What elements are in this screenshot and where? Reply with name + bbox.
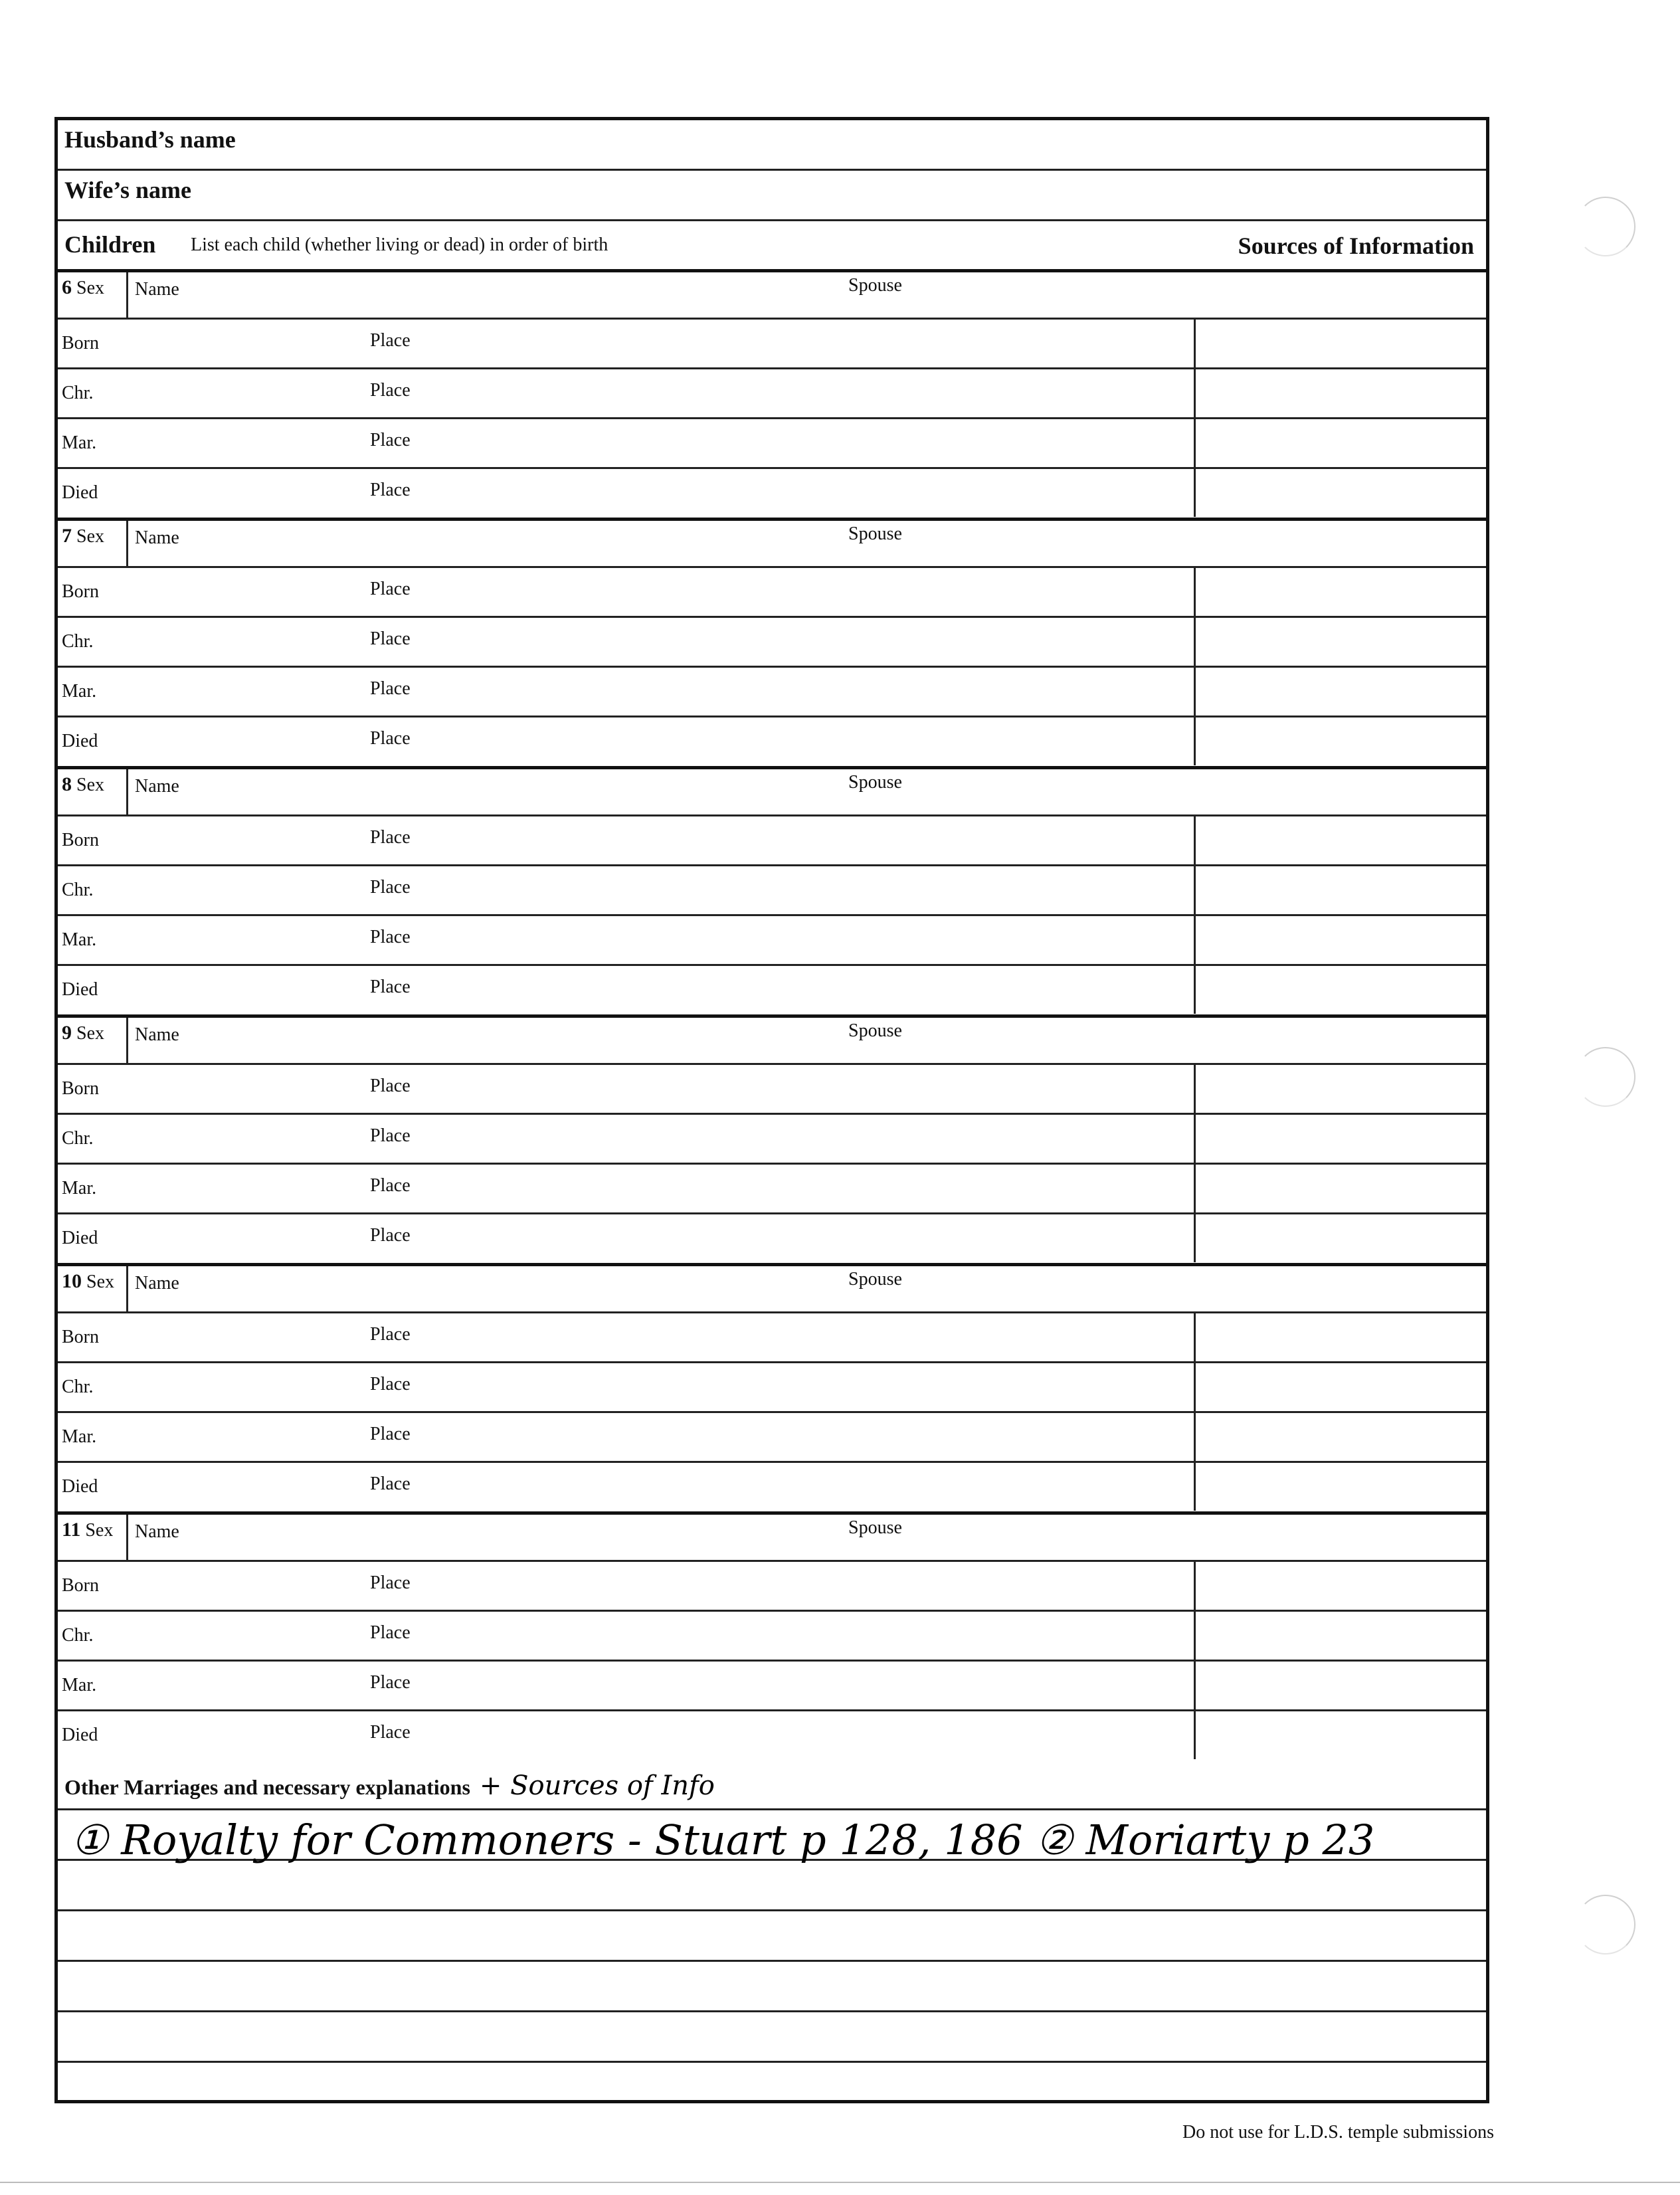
event-label: Mar. [62,1675,97,1695]
child-sex-field[interactable] [58,1266,128,1311]
place-label: Place [370,1672,411,1693]
source-cell[interactable] [1194,1313,1486,1361]
punch-hole-top [1576,197,1635,256]
other-marriages-header-row[interactable] [58,1760,1486,1810]
event-label: Born [62,1327,99,1347]
event-row-died[interactable] [58,1212,1486,1262]
child-spouse-label: Spouse [848,1517,902,1538]
child-block [58,766,1486,1014]
source-cell[interactable] [1194,1413,1486,1461]
event-row-chr[interactable] [58,1610,1486,1660]
source-cell[interactable] [1194,618,1486,666]
family-group-form [54,117,1489,2103]
event-row-died[interactable] [58,467,1486,517]
source-cell[interactable] [1194,816,1486,864]
source-cell[interactable] [1194,916,1486,964]
place-label: Place [370,977,411,997]
child-sex-field[interactable] [58,1515,128,1560]
event-label: Mar. [62,432,97,453]
child-sex-field[interactable] [58,1018,128,1063]
husband-name-label: Husband’s name [64,126,236,153]
child-spouse-label: Spouse [848,1269,902,1289]
source-cell[interactable] [1194,469,1486,517]
event-label: Died [62,979,98,1000]
source-cell[interactable] [1194,1711,1486,1759]
punch-hole-bottom [1576,1895,1635,1955]
event-row-mar[interactable] [58,1411,1486,1461]
child-sex-field[interactable] [58,769,128,814]
event-label: Died [62,1228,98,1248]
source-cell[interactable] [1194,1463,1486,1511]
source-cell[interactable] [1194,966,1486,1014]
event-label: Born [62,1575,99,1596]
sex-label: Sex [76,1023,104,1044]
event-row-died[interactable] [58,716,1486,765]
event-label: Chr. [62,1377,94,1397]
place-label: Place [370,728,411,749]
source-cell[interactable] [1194,866,1486,914]
child-block [58,269,1486,518]
event-label: Chr. [62,1128,94,1149]
place-label: Place [370,1622,411,1643]
event-label: Died [62,1725,98,1745]
place-label: Place [370,1175,411,1196]
place-label: Place [370,678,411,699]
source-cell[interactable] [1194,668,1486,716]
place-label: Place [370,628,411,649]
child-name-label: Name [135,1521,179,1542]
source-cell[interactable] [1194,320,1486,367]
place-label: Place [370,380,411,401]
place-label: Place [370,1076,411,1096]
event-row-chr[interactable] [58,616,1486,666]
event-row-born[interactable] [58,1063,1486,1113]
wife-name-label: Wife’s name [64,177,191,203]
handwritten-sources-note: ① Royalty for Commoners - Stuart p 128, 186 ② Moriarty p 23 [71,1816,1375,1864]
place-label: Place [370,430,411,450]
source-cell[interactable] [1194,1612,1486,1660]
place-label: Place [370,1722,411,1743]
sex-label: Sex [76,775,104,795]
event-row-died[interactable] [58,1461,1486,1511]
explanation-line[interactable] [58,1810,1486,1864]
event-row-born[interactable] [58,1560,1486,1610]
explanation-line[interactable] [58,1861,1486,1911]
event-label: Mar. [62,1426,97,1447]
event-row-died[interactable] [58,1709,1486,1759]
husband-name-row[interactable] [58,120,1486,171]
child-block [58,518,1486,766]
child-number: 6 [62,276,72,298]
source-cell[interactable] [1194,1562,1486,1610]
event-label: Chr. [62,880,94,900]
event-row-born[interactable] [58,566,1486,616]
child-sex-field[interactable] [58,521,128,566]
event-label: Mar. [62,929,97,950]
event-row-mar[interactable] [58,1163,1486,1212]
source-cell[interactable] [1194,1065,1486,1113]
source-cell[interactable] [1194,717,1486,765]
event-label: Mar. [62,681,97,702]
event-label: Chr. [62,631,94,652]
event-label: Born [62,581,99,602]
child-block [58,1263,1486,1511]
other-marriages-label [64,1770,715,1801]
source-cell[interactable] [1194,1363,1486,1411]
punch-hole-middle [1576,1047,1635,1107]
explanation-line[interactable] [58,1911,1486,1962]
place-label: Place [370,877,411,898]
explanation-line[interactable] [58,1962,1486,2012]
children-instruction: List each child (whether living or dead) in order of birth [191,235,608,255]
other-marriages-text: Other Marriages and necessary explanations [64,1775,470,1799]
place-label: Place [370,1474,411,1494]
event-row-mar[interactable] [58,914,1486,964]
event-row-died[interactable] [58,964,1486,1014]
place-label: Place [370,1424,411,1444]
child-name-label: Name [135,527,179,548]
place-label: Place [370,927,411,947]
event-row-chr[interactable] [58,367,1486,417]
child-number: 8 [62,773,72,795]
child-spouse-label: Spouse [848,772,902,793]
event-label: Born [62,830,99,850]
child-spouse-label: Spouse [848,275,902,296]
event-row-born[interactable] [58,318,1486,367]
event-row-chr[interactable] [58,864,1486,914]
children-header-row [58,221,1486,274]
children-title: Children [64,231,156,258]
handwritten-addendum: + Sources of Info [479,1770,715,1801]
child-block [58,1014,1486,1263]
child-spouse-label: Spouse [848,1020,902,1041]
event-row-chr[interactable] [58,1113,1486,1163]
place-label: Place [370,827,411,848]
source-cell[interactable] [1194,419,1486,467]
event-row-born[interactable] [58,814,1486,864]
sex-label: Sex [76,278,104,298]
child-name-label: Name [135,776,179,797]
explanation-line[interactable] [58,2012,1486,2063]
sex-label: Sex [85,1520,114,1541]
child-name-label: Name [135,279,179,300]
source-cell[interactable] [1194,1115,1486,1163]
source-cell[interactable] [1194,568,1486,616]
event-label: Born [62,333,99,353]
event-label: Mar. [62,1178,97,1198]
source-cell[interactable] [1194,1165,1486,1212]
sex-label: Sex [86,1272,114,1292]
child-spouse-label: Spouse [848,524,902,544]
child-block [58,1511,1486,1760]
place-label: Place [370,1374,411,1394]
sex-label: Sex [76,526,104,547]
place-label: Place [370,1225,411,1246]
source-cell[interactable] [1194,369,1486,417]
place-label: Place [370,1125,411,1146]
event-row-mar[interactable] [58,417,1486,467]
child-name-label: Name [135,1273,179,1293]
place-label: Place [370,330,411,351]
child-number: 10 [62,1270,82,1292]
child-sex-field[interactable] [58,272,128,318]
place-label: Place [370,480,411,500]
event-row-chr[interactable] [58,1361,1486,1411]
sources-of-information-title: Sources of Information [1238,233,1474,259]
child-number: 9 [62,1022,72,1044]
event-label: Chr. [62,383,94,403]
child-number: 7 [62,525,72,547]
event-label: Died [62,731,98,751]
wife-name-row[interactable] [58,171,1486,221]
page-edge [0,2182,1680,2183]
event-row-mar[interactable] [58,666,1486,716]
child-name-label: Name [135,1024,179,1045]
event-label: Chr. [62,1625,94,1646]
event-label: Died [62,1476,98,1497]
event-label: Died [62,482,98,503]
event-label: Born [62,1078,99,1099]
source-cell[interactable] [1194,1214,1486,1262]
source-cell[interactable] [1194,1662,1486,1709]
place-label: Place [370,1324,411,1345]
child-number: 11 [62,1519,81,1541]
event-row-mar[interactable] [58,1660,1486,1709]
event-row-born[interactable] [58,1311,1486,1361]
footer-note: Do not use for L.D.S. temple submissions [1182,2122,1494,2143]
place-label: Place [370,1573,411,1593]
place-label: Place [370,579,411,599]
